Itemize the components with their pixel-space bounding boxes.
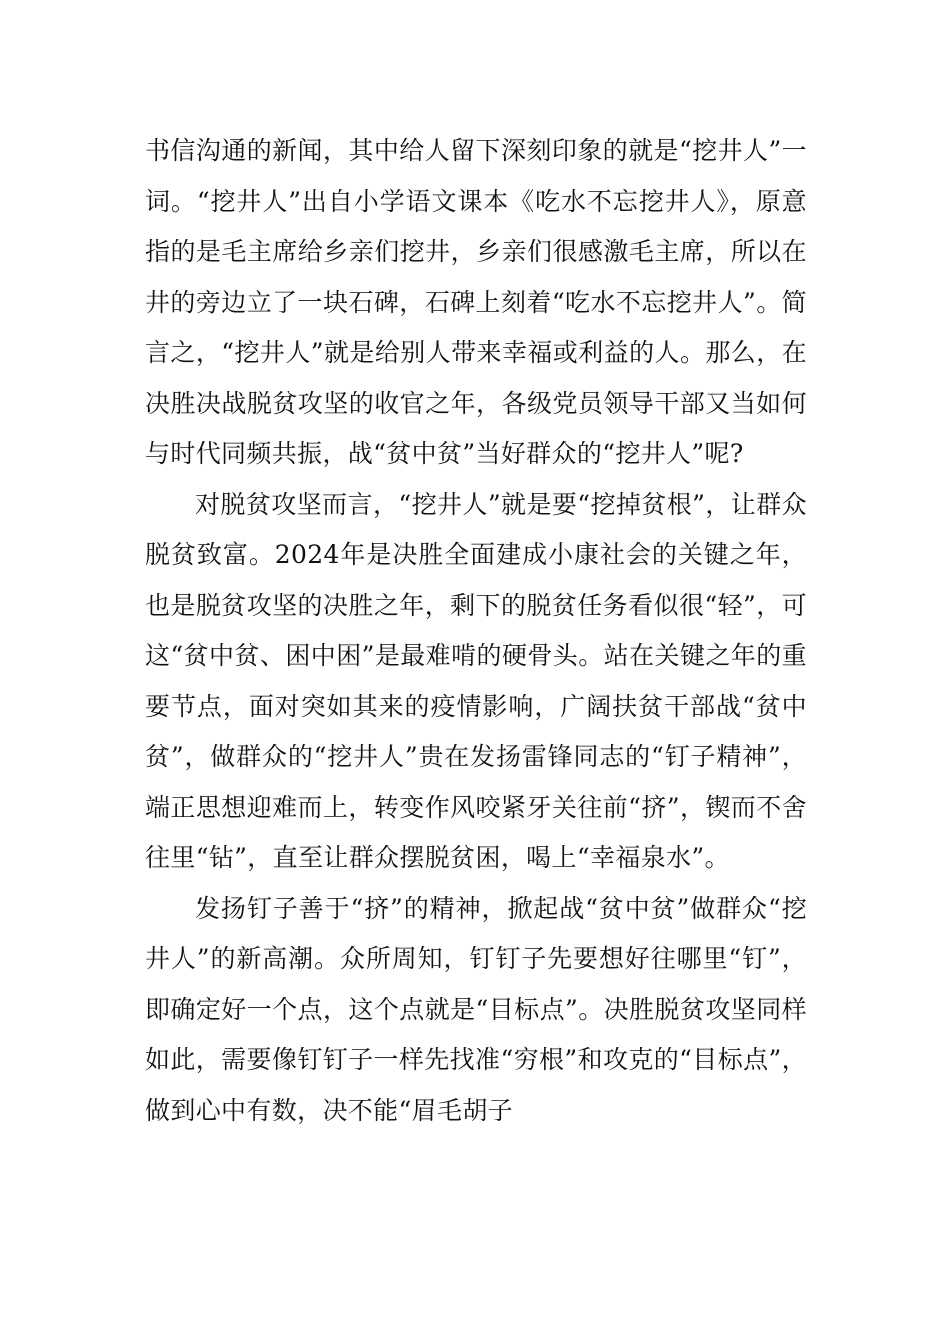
paragraph-1: 书信沟通的新闻，其中给人留下深刻印象的就是“挖井人”一词。“挖井人”出自小学语文课本《吃水不忘挖井人》，原意指的是毛主席给乡亲们挖井，乡亲们很感激毛主席，所以在井的旁边立了一块石碑，石碑上刻着“吃水不忘挖井人”。简言之，“挖井人”就是给别人带来幸福或利益的人。那么，在决胜决战脱贫攻坚的收官之年，各级党员领导干部又当如何与时代同频共振，战“贫中贫”当好群众的“挖井人”呢? [145,136,807,468]
body-text [145,126,807,1136]
paragraph-2: 对脱贫攻坚而言，“挖井人”就是要“挖掉贫根”，让群众脱贫致富。2024年是决胜全面建成小康社会的关键之年，也是脱贫攻坚的决胜之年，剩下的脱贫任务看似很“轻”，可这“贫中贫、困中困”是最难啃的硬骨头。站在关键之年的重要节点，面对突如其来的疫情影响，广阔扶贫干部战“贫中贫”，做群众的“挖井人”贵在发扬雷锋同志的“钉子精神”，端正思想迎难而上，转变作风咬紧牙关往前“挤”，锲而不舍往里“钻”，直至让群众摆脱贫困，喝上“幸福泉水”。 [145,489,807,872]
paragraph-3: 发扬钉子善于“挤”的精神，掀起战“贫中贫”做群众“挖井人”的新高潮。众所周知，钉钉子先要想好往哪里“钉”，即确定好一个点，这个点就是“目标点”。决胜脱贫攻坚同样如此，需要像钉钉子一样先找准“穷根”和攻克的“目标点”，做到心中有数，决不能“眉毛胡子 [145,893,807,1125]
